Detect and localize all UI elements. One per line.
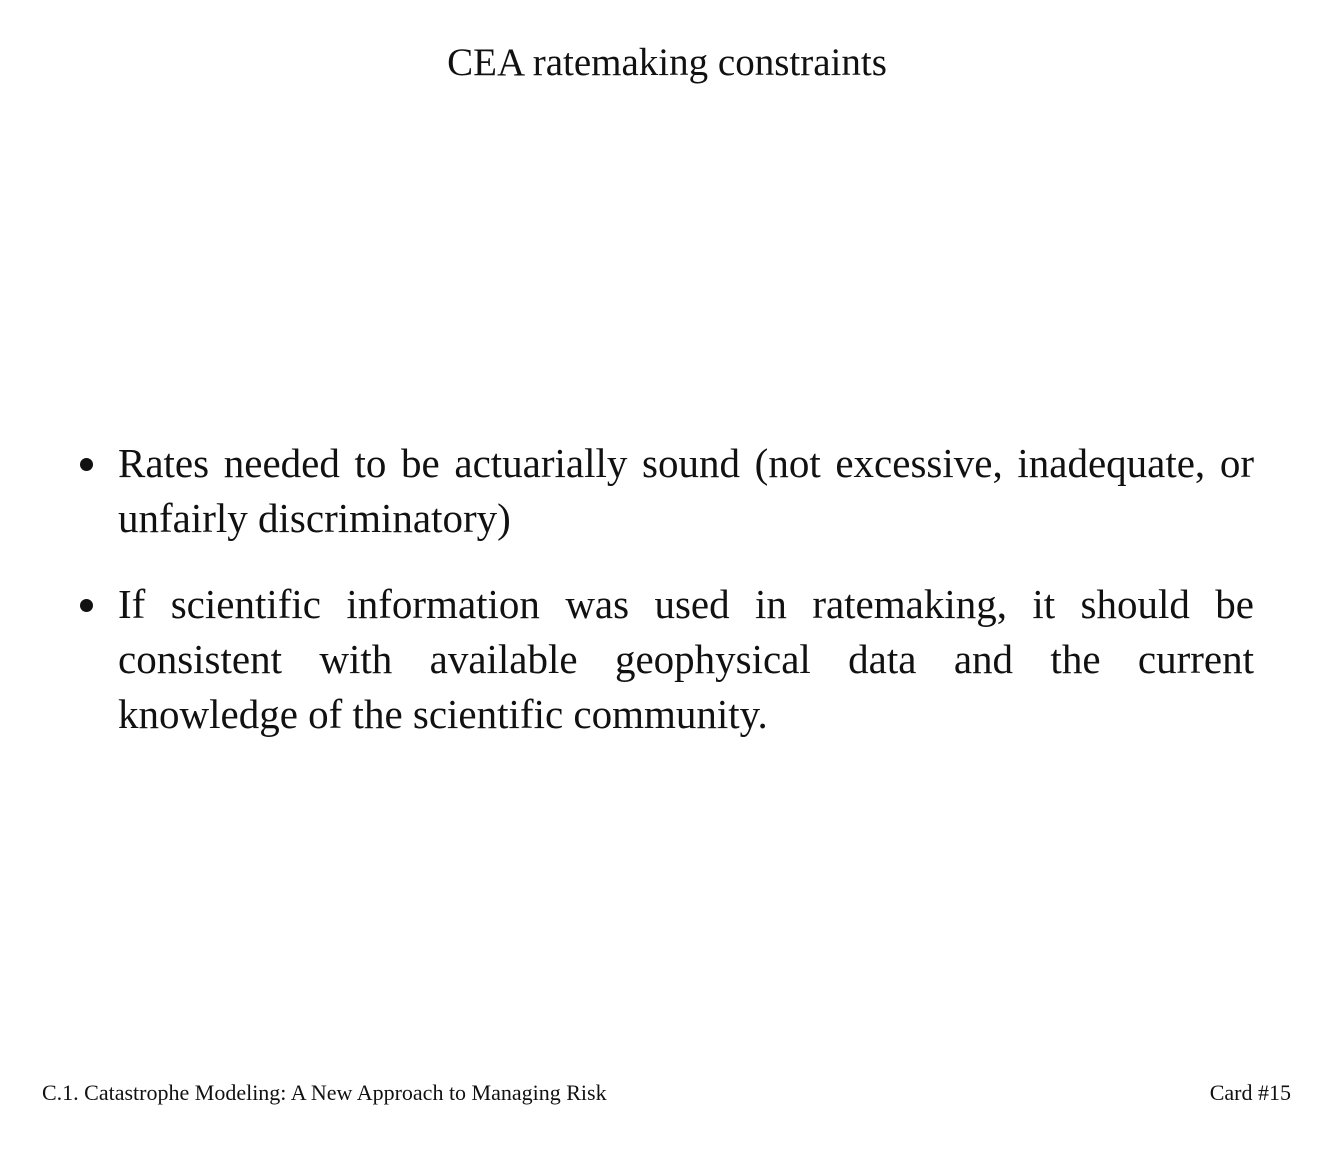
bullet-point-icon <box>80 458 93 471</box>
bullet-point-icon <box>80 599 93 612</box>
card-number: Card #15 <box>1209 1080 1291 1105</box>
list-item <box>76 577 1254 742</box>
footer <box>42 1078 1291 1108</box>
bullet-text: Rates needed to be actuarially sound (not excessive, inadequate, or unfairly discriminatory) <box>118 440 1254 541</box>
bullet-list <box>76 436 1254 773</box>
footer-section-title: C.1. Catastrophe Modeling: A New Approach to Managing Risk <box>42 1080 607 1105</box>
page-title: CEA ratemaking constraints <box>447 41 887 84</box>
list-item <box>76 436 1254 546</box>
bullet-text: If scientific information was used in ratemaking, it should be consistent with available geophysical data and the current knowledge of the scientific community. <box>118 581 1254 737</box>
